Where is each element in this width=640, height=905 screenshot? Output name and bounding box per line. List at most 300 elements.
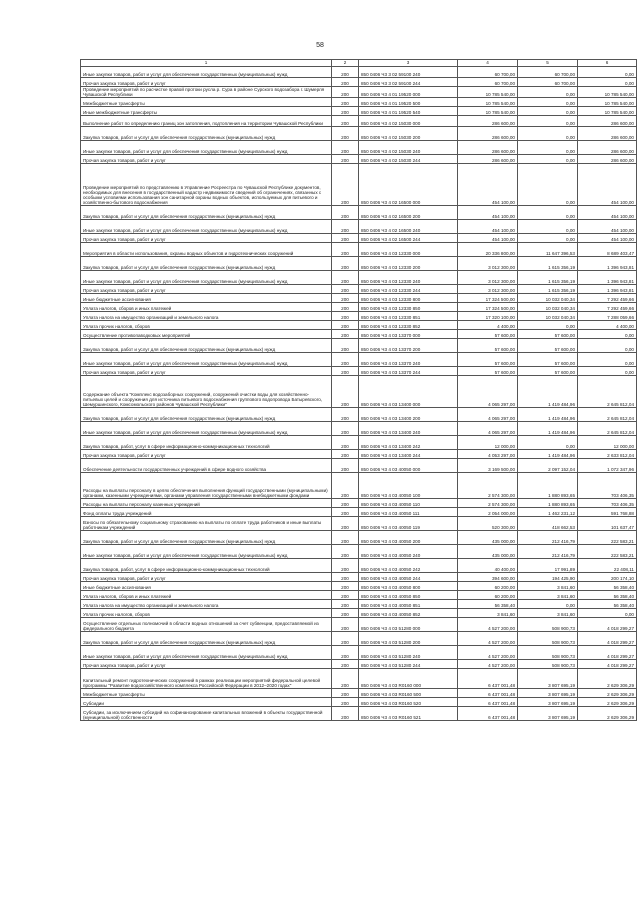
row-name-cell: Иные закупки товаров, работ и услуг для обеспечения государственных (муниципальных) нужд xyxy=(81,353,332,367)
row-code-cell: 200 xyxy=(332,545,359,559)
row-code-cell: 200 xyxy=(332,285,359,294)
row-approved-cell: 2 574 300,00 xyxy=(458,499,518,508)
row-name-cell: Прочая закупка товаров, работ и услуг xyxy=(81,78,332,87)
row-name-cell: Содержание объекта "Комплекс водозаборных сооружений, сооружений очистки воды для хозяйственно-питьевых целей и сооружения для источника питьевого водоснабжения группового водопровода Батыревского, Шемуршинского, Комсомольского районов Чувашской Республики" xyxy=(81,376,332,408)
row-remaining-cell: 0,00 xyxy=(578,78,637,87)
row-executed-cell: 17 991,89 xyxy=(518,559,578,573)
table-row xyxy=(81,271,637,285)
row-executed-cell: 10 032 040,34 xyxy=(518,294,578,303)
table-row xyxy=(81,450,637,459)
row-remaining-cell: 286 600,00 xyxy=(578,141,637,155)
row-kbk-cell: 850 0406 Ч3 3 02 59100 240 xyxy=(359,67,458,78)
row-executed-cell: 0,00 xyxy=(518,321,578,330)
row-code-cell: 200 xyxy=(332,294,359,303)
row-executed-cell: 3 841,60 xyxy=(518,591,578,600)
row-kbk-cell: 850 0406 Ч3 4 02 16500 244 xyxy=(359,234,458,243)
row-executed-cell: 1 419 484,96 xyxy=(518,422,578,436)
column-header: 1 xyxy=(81,60,332,67)
row-remaining-cell: 2 645 812,04 xyxy=(578,376,637,408)
row-remaining-cell: 2 645 812,04 xyxy=(578,422,637,436)
table-row xyxy=(81,669,637,689)
row-code-cell: 200 xyxy=(332,707,359,721)
row-executed-cell: 212 416,79 xyxy=(518,545,578,559)
row-executed-cell: 3 807 695,19 xyxy=(518,698,578,707)
row-approved-cell: 60 700,00 xyxy=(458,67,518,78)
row-approved-cell: 3 012 300,00 xyxy=(458,285,518,294)
table-row xyxy=(81,646,637,660)
table-row xyxy=(81,312,637,321)
row-kbk-cell: 850 0406 Ч3 4 01 19520 540 xyxy=(359,107,458,116)
row-approved-cell: 6 437 001,48 xyxy=(458,669,518,689)
row-approved-cell: 286 600,00 xyxy=(458,127,518,141)
row-name-cell: Субсидии, за исключением субсидий на софинансирование капитальных вложений в объекты государственной (муниципальной) собственности xyxy=(81,707,332,721)
row-approved-cell: 454 100,00 xyxy=(458,220,518,234)
table-row xyxy=(81,127,637,141)
row-code-cell: 200 xyxy=(332,312,359,321)
table-row xyxy=(81,353,637,367)
table-row xyxy=(81,408,637,422)
row-executed-cell: 3 807 695,19 xyxy=(518,707,578,721)
row-code-cell: 200 xyxy=(332,582,359,591)
row-kbk-cell: 850 0406 Ч3 4 03 R0160 520 xyxy=(359,698,458,707)
row-remaining-cell: 101 637,47 xyxy=(578,517,637,531)
row-executed-cell: 1 419 484,96 xyxy=(518,376,578,408)
row-kbk-cell: 850 0406 Ч3 4 03 13400 244 xyxy=(359,450,458,459)
row-kbk-cell: 850 0406 Ч3 4 03 40050 800 xyxy=(359,582,458,591)
row-kbk-cell: 850 0406 Ч3 4 03 40050 111 xyxy=(359,508,458,517)
row-kbk-cell: 850 0406 Ч3 4 03 12330 852 xyxy=(359,321,458,330)
row-executed-cell: 0,00 xyxy=(518,98,578,107)
row-approved-cell: 454 100,00 xyxy=(458,206,518,220)
row-approved-cell: 520 300,00 xyxy=(458,517,518,531)
row-kbk-cell: 850 0406 Ч3 4 03 R0160 521 xyxy=(359,707,458,721)
row-name-cell: Закупка товаров, работ и услуг для обеспечения государственных (муниципальных) нужд xyxy=(81,339,332,353)
row-approved-cell: 4 527 200,00 xyxy=(458,660,518,669)
row-name-cell: Осуществление противопаводковых мероприятий xyxy=(81,330,332,339)
row-name-cell: Уплата налогов, сборов и иных платежей xyxy=(81,591,332,600)
row-executed-cell: 1 615 356,19 xyxy=(518,271,578,285)
row-kbk-cell: 850 0406 Ч3 4 03 40050 242 xyxy=(359,559,458,573)
row-kbk-cell: 850 0406 Ч3 4 03 13370 240 xyxy=(359,353,458,367)
row-kbk-cell: 850 0406 Ч3 4 03 40050 240 xyxy=(359,545,458,559)
row-name-cell: Обеспечение деятельности государственных учреждений в сфере водного хозяйства xyxy=(81,459,332,473)
row-approved-cell: 394 600,00 xyxy=(458,573,518,582)
row-executed-cell: 57 600,00 xyxy=(518,330,578,339)
row-name-cell: Иные закупки товаров, работ и услуг для обеспечения государственных (муниципальных) нужд xyxy=(81,271,332,285)
row-name-cell: Закупка товаров, работ и услуг для обеспечения государственных (муниципальных) нужд xyxy=(81,127,332,141)
row-kbk-cell: 850 0406 Ч3 4 03 40050 200 xyxy=(359,531,458,545)
table-row xyxy=(81,591,637,600)
row-remaining-cell: 454 100,00 xyxy=(578,220,637,234)
row-executed-cell: 1 615 356,19 xyxy=(518,257,578,271)
row-approved-cell: 57 600,00 xyxy=(458,367,518,376)
row-remaining-cell: 10 785 540,00 xyxy=(578,87,637,98)
row-executed-cell: 1 880 893,65 xyxy=(518,499,578,508)
row-approved-cell: 4 065 297,00 xyxy=(458,376,518,408)
row-approved-cell: 2 574 300,00 xyxy=(458,473,518,499)
row-remaining-cell: 0,00 xyxy=(578,609,637,618)
row-kbk-cell: 850 0406 Ч3 4 03 40050 852 xyxy=(359,609,458,618)
row-approved-cell: 6 437 001,48 xyxy=(458,698,518,707)
row-remaining-cell: 4 400,00 xyxy=(578,321,637,330)
row-code-cell: 200 xyxy=(332,508,359,517)
row-executed-cell: 508 900,73 xyxy=(518,646,578,660)
row-code-cell: 200 xyxy=(332,436,359,450)
row-remaining-cell: 222 583,21 xyxy=(578,545,637,559)
table-row xyxy=(81,116,637,127)
row-code-cell: 200 xyxy=(332,689,359,698)
row-code-cell: 200 xyxy=(332,243,359,257)
row-name-cell: Иные бюджетные ассигнования xyxy=(81,582,332,591)
table-row xyxy=(81,87,637,98)
row-executed-cell: 57 600,00 xyxy=(518,367,578,376)
row-executed-cell: 418 662,53 xyxy=(518,517,578,531)
table-header-row xyxy=(81,60,637,67)
table-row xyxy=(81,294,637,303)
row-name-cell: Уплата налога на имущество организаций и земельного налога xyxy=(81,600,332,609)
row-kbk-cell: 850 0406 Ч3 4 02 16500 200 xyxy=(359,206,458,220)
row-name-cell: Закупка товаров, работ и услуг для обеспечения государственных (муниципальных) нужд xyxy=(81,408,332,422)
row-remaining-cell: 2 633 812,04 xyxy=(578,450,637,459)
table-row xyxy=(81,285,637,294)
row-name-cell: Капитальный ремонт гидротехнических сооружений в рамках реализации мероприятий федеральной целевой программы "Развитие водохозяйственного комплекса Российской Федерации в 2012–2020 годах" xyxy=(81,669,332,689)
row-approved-cell: 10 785 540,00 xyxy=(458,98,518,107)
row-approved-cell: 3 169 500,00 xyxy=(458,459,518,473)
row-code-cell: 200 xyxy=(332,517,359,531)
row-remaining-cell: 56 358,40 xyxy=(578,582,637,591)
row-remaining-cell: 0,00 xyxy=(578,330,637,339)
row-code-cell: 200 xyxy=(332,609,359,618)
table-row xyxy=(81,78,637,87)
row-approved-cell: 435 000,00 xyxy=(458,545,518,559)
row-code-cell: 200 xyxy=(332,422,359,436)
row-executed-cell: 1 419 484,96 xyxy=(518,450,578,459)
row-approved-cell: 286 600,00 xyxy=(458,116,518,127)
table-row xyxy=(81,257,637,271)
row-code-cell: 200 xyxy=(332,257,359,271)
table-row xyxy=(81,206,637,220)
row-approved-cell: 3 841,60 xyxy=(458,609,518,618)
table-row xyxy=(81,459,637,473)
table-row xyxy=(81,376,637,408)
row-remaining-cell: 0,00 xyxy=(578,339,637,353)
table-row xyxy=(81,531,637,545)
row-code-cell: 200 xyxy=(332,618,359,632)
row-remaining-cell: 454 100,00 xyxy=(578,164,637,206)
row-code-cell: 200 xyxy=(332,376,359,408)
table-row xyxy=(81,660,637,669)
row-remaining-cell: 4 018 299,27 xyxy=(578,618,637,632)
row-name-cell: Иные закупки товаров, работ и услуг для обеспечения государственных (муниципальных) нужд xyxy=(81,422,332,436)
row-approved-cell: 10 785 540,00 xyxy=(458,107,518,116)
row-remaining-cell: 2 629 306,29 xyxy=(578,669,637,689)
row-executed-cell: 0,00 xyxy=(518,116,578,127)
row-executed-cell: 0,00 xyxy=(518,220,578,234)
row-code-cell: 200 xyxy=(332,473,359,499)
table-row xyxy=(81,600,637,609)
row-name-cell: Иные закупки товаров, работ и услуг для обеспечения государственных (муниципальных) нужд xyxy=(81,220,332,234)
row-remaining-cell: 22 408,11 xyxy=(578,559,637,573)
row-executed-cell: 0,00 xyxy=(518,155,578,164)
row-approved-cell: 3 012 300,00 xyxy=(458,257,518,271)
row-remaining-cell: 7 292 459,66 xyxy=(578,303,637,312)
row-code-cell: 200 xyxy=(332,220,359,234)
row-approved-cell: 4 527 200,00 xyxy=(458,646,518,660)
row-name-cell: Выполнение работ по определению границ зон затопления, подтопления на территории Чувашской Республики xyxy=(81,116,332,127)
row-name-cell: Прочая закупка товаров, работ и услуг xyxy=(81,285,332,294)
row-code-cell: 200 xyxy=(332,591,359,600)
row-approved-cell: 17 320 100,00 xyxy=(458,312,518,321)
row-remaining-cell: 4 018 299,27 xyxy=(578,660,637,669)
row-name-cell: Уплата налогов, сборов и иных платежей xyxy=(81,303,332,312)
row-kbk-cell: 850 0406 Ч3 4 03 12330 000 xyxy=(359,243,458,257)
row-executed-cell: 3 841,60 xyxy=(518,609,578,618)
row-executed-cell: 0,00 xyxy=(518,206,578,220)
row-approved-cell: 4 065 297,00 xyxy=(458,408,518,422)
row-approved-cell: 286 600,00 xyxy=(458,155,518,164)
row-name-cell: Прочая закупка товаров, работ и услуг xyxy=(81,155,332,164)
row-kbk-cell: 850 0406 Ч3 4 03 40050 244 xyxy=(359,573,458,582)
row-kbk-cell: 850 0406 Ч3 4 02 16500 240 xyxy=(359,220,458,234)
row-name-cell: Закупка товаров, работ, услуг в сфере информационно-коммуникационных технологий xyxy=(81,559,332,573)
row-remaining-cell: 56 358,40 xyxy=(578,600,637,609)
row-remaining-cell: 1 072 347,96 xyxy=(578,459,637,473)
row-executed-cell: 0,00 xyxy=(518,87,578,98)
table-row xyxy=(81,698,637,707)
row-code-cell: 200 xyxy=(332,164,359,206)
row-name-cell: Закупка товаров, работ, услуг в сфере информационно-коммуникационных технологий xyxy=(81,436,332,450)
row-remaining-cell: 286 600,00 xyxy=(578,116,637,127)
row-remaining-cell: 2 629 306,29 xyxy=(578,707,637,721)
row-executed-cell: 57 600,00 xyxy=(518,339,578,353)
row-code-cell: 200 xyxy=(332,646,359,660)
row-remaining-cell: 7 288 059,66 xyxy=(578,312,637,321)
row-executed-cell: 0,00 xyxy=(518,164,578,206)
row-name-cell: Закупка товаров, работ и услуг для обеспечения государственных (муниципальных) нужд xyxy=(81,257,332,271)
row-remaining-cell: 454 100,00 xyxy=(578,206,637,220)
row-name-cell: Закупка товаров, работ и услуг для обеспечения государственных (муниципальных) нужд xyxy=(81,206,332,220)
row-approved-cell: 56 358,40 xyxy=(458,600,518,609)
row-kbk-cell: 850 0406 Ч3 4 02 15030 000 xyxy=(359,116,458,127)
table-row xyxy=(81,155,637,164)
row-executed-cell: 1 419 484,96 xyxy=(518,408,578,422)
row-name-cell: Межбюджетные трансферты xyxy=(81,98,332,107)
row-code-cell: 200 xyxy=(332,116,359,127)
row-code-cell: 200 xyxy=(332,271,359,285)
column-header: 4 xyxy=(458,60,518,67)
row-executed-cell: 60 700,00 xyxy=(518,67,578,78)
row-kbk-cell: 850 0406 Ч3 4 03 12330 244 xyxy=(359,285,458,294)
table-row xyxy=(81,98,637,107)
row-name-cell: Иные закупки товаров, работ и услуг для обеспечения государственных (муниципальных) нужд xyxy=(81,141,332,155)
row-name-cell: Мероприятия в области использования, охраны водных объектов и гидротехнических сооружений xyxy=(81,243,332,257)
table-row xyxy=(81,609,637,618)
row-executed-cell: 1 462 231,12 xyxy=(518,508,578,517)
row-approved-cell: 4 065 297,00 xyxy=(458,422,518,436)
row-executed-cell: 0,00 xyxy=(518,600,578,609)
row-remaining-cell: 0,00 xyxy=(578,367,637,376)
row-code-cell: 200 xyxy=(332,155,359,164)
row-kbk-cell: 850 0406 Ч3 4 03 51280 240 xyxy=(359,646,458,660)
row-code-cell: 200 xyxy=(332,660,359,669)
row-code-cell: 200 xyxy=(332,303,359,312)
row-kbk-cell: 850 0406 Ч3 4 03 12330 800 xyxy=(359,294,458,303)
row-name-cell: Прочая закупка товаров, работ и услуг xyxy=(81,234,332,243)
row-kbk-cell: 850 0406 Ч3 4 03 40050 110 xyxy=(359,499,458,508)
row-name-cell: Прочая закупка товаров, работ и услуг xyxy=(81,660,332,669)
table-row xyxy=(81,517,637,531)
row-code-cell: 200 xyxy=(332,499,359,508)
table-row xyxy=(81,707,637,721)
row-name-cell: Закупка товаров, работ и услуг для обеспечения государственных (муниципальных) нужд xyxy=(81,531,332,545)
row-kbk-cell: 850 0406 Ч3 4 03 13400 000 xyxy=(359,376,458,408)
row-kbk-cell: 850 0406 Ч3 4 03 12330 240 xyxy=(359,271,458,285)
row-executed-cell: 3 841,60 xyxy=(518,582,578,591)
table-row xyxy=(81,508,637,517)
row-code-cell: 200 xyxy=(332,698,359,707)
row-remaining-cell: 2 629 306,29 xyxy=(578,689,637,698)
table-row xyxy=(81,573,637,582)
row-kbk-cell: 850 0406 Ч3 4 03 40050 850 xyxy=(359,591,458,600)
row-approved-cell: 3 012 300,00 xyxy=(458,271,518,285)
row-code-cell: 200 xyxy=(332,450,359,459)
page-number: 58 xyxy=(316,42,324,49)
row-kbk-cell: 850 0406 Ч3 4 03 51280 200 xyxy=(359,632,458,646)
column-header: 2 xyxy=(332,60,359,67)
row-code-cell: 200 xyxy=(332,559,359,573)
row-name-cell: Закупка товаров, работ и услуг для обеспечения государственных (муниципальных) нужд xyxy=(81,632,332,646)
row-kbk-cell: 850 0406 Ч3 4 03 13400 240 xyxy=(359,422,458,436)
row-approved-cell: 17 324 500,00 xyxy=(458,303,518,312)
row-code-cell: 200 xyxy=(332,669,359,689)
row-kbk-cell: 850 0406 Ч3 4 01 19520 500 xyxy=(359,98,458,107)
row-name-cell: Прочая закупка товаров, работ и услуг xyxy=(81,573,332,582)
row-code-cell: 200 xyxy=(332,531,359,545)
table-row xyxy=(81,559,637,573)
row-kbk-cell: 850 0406 Ч3 4 03 51280 000 xyxy=(359,618,458,632)
row-approved-cell: 57 600,00 xyxy=(458,353,518,367)
row-remaining-cell: 703 406,35 xyxy=(578,499,637,508)
row-remaining-cell: 12 000,00 xyxy=(578,436,637,450)
row-kbk-cell: 850 0406 Ч3 4 03 40050 000 xyxy=(359,459,458,473)
row-kbk-cell: 850 0406 Ч3 4 03 13370 244 xyxy=(359,367,458,376)
row-code-cell: 200 xyxy=(332,321,359,330)
row-kbk-cell: 850 0406 Ч3 4 03 12330 200 xyxy=(359,257,458,271)
row-code-cell: 200 xyxy=(332,459,359,473)
row-kbk-cell: 850 0406 Ч3 4 03 40050 851 xyxy=(359,600,458,609)
table-body xyxy=(81,67,637,721)
table-row xyxy=(81,339,637,353)
row-kbk-cell: 850 0406 Ч3 4 03 12330 851 xyxy=(359,312,458,321)
table-row xyxy=(81,367,637,376)
row-executed-cell: 0,00 xyxy=(518,436,578,450)
row-kbk-cell: 850 0406 Ч3 4 03 R0160 000 xyxy=(359,669,458,689)
row-approved-cell: 286 600,00 xyxy=(458,141,518,155)
row-kbk-cell: 850 0406 Ч3 4 03 13400 242 xyxy=(359,436,458,450)
row-remaining-cell: 2 645 812,04 xyxy=(578,408,637,422)
row-kbk-cell: 850 0406 Ч3 4 02 16500 000 xyxy=(359,164,458,206)
row-executed-cell: 0,00 xyxy=(518,107,578,116)
row-executed-cell: 508 900,73 xyxy=(518,660,578,669)
row-approved-cell: 10 785 540,00 xyxy=(458,87,518,98)
row-code-cell: 200 xyxy=(332,98,359,107)
row-remaining-cell: 0,00 xyxy=(578,353,637,367)
row-approved-cell: 60 200,00 xyxy=(458,591,518,600)
row-approved-cell: 4 527 200,00 xyxy=(458,632,518,646)
row-remaining-cell: 56 358,40 xyxy=(578,591,637,600)
row-code-cell: 200 xyxy=(332,573,359,582)
row-executed-cell: 1 615 356,19 xyxy=(518,285,578,294)
table-row xyxy=(81,141,637,155)
row-name-cell: Уплата прочих налогов, сборов xyxy=(81,321,332,330)
row-kbk-cell: 850 0406 Ч3 4 03 13370 000 xyxy=(359,330,458,339)
table-row xyxy=(81,67,637,78)
row-remaining-cell: 4 018 299,27 xyxy=(578,632,637,646)
row-remaining-cell: 7 292 459,66 xyxy=(578,294,637,303)
row-code-cell: 200 xyxy=(332,600,359,609)
column-header: 3 xyxy=(359,60,458,67)
table-row xyxy=(81,321,637,330)
row-name-cell: Уплата налога на имущество организаций и земельного налога xyxy=(81,312,332,321)
table-row xyxy=(81,618,637,632)
row-remaining-cell: 591 768,88 xyxy=(578,508,637,517)
row-code-cell: 200 xyxy=(332,67,359,78)
row-code-cell: 200 xyxy=(332,107,359,116)
row-name-cell: Взносы по обязательному социальному страхованию на выплаты по оплате труда работников и иные выплаты работникам учреждений xyxy=(81,517,332,531)
row-name-cell: Расходы на выплаты персоналу казенных учреждений xyxy=(81,499,332,508)
budget-table xyxy=(80,59,637,721)
table-row xyxy=(81,303,637,312)
row-executed-cell: 3 807 695,19 xyxy=(518,669,578,689)
row-approved-cell: 17 324 500,00 xyxy=(458,294,518,303)
row-remaining-cell: 200 174,10 xyxy=(578,573,637,582)
table-row xyxy=(81,473,637,499)
row-approved-cell: 4 400,00 xyxy=(458,321,518,330)
table-row xyxy=(81,330,637,339)
row-code-cell: 200 xyxy=(332,632,359,646)
row-approved-cell: 60 200,00 xyxy=(458,582,518,591)
row-approved-cell: 60 700,00 xyxy=(458,78,518,87)
row-kbk-cell: 850 0406 Ч3 4 03 51280 244 xyxy=(359,660,458,669)
row-name-cell: Прочая закупка товаров, работ и услуг xyxy=(81,450,332,459)
row-code-cell: 200 xyxy=(332,353,359,367)
row-executed-cell: 1 880 893,65 xyxy=(518,473,578,499)
row-kbk-cell: 850 0406 Ч3 4 03 13370 200 xyxy=(359,339,458,353)
row-remaining-cell: 222 583,21 xyxy=(578,531,637,545)
row-code-cell: 200 xyxy=(332,141,359,155)
row-code-cell: 200 xyxy=(332,78,359,87)
row-name-cell: Иные межбюджетные трансферты xyxy=(81,107,332,116)
table-row xyxy=(81,234,637,243)
row-approved-cell: 20 336 800,00 xyxy=(458,243,518,257)
row-kbk-cell: 850 0406 Ч3 4 02 15030 244 xyxy=(359,155,458,164)
table-row xyxy=(81,422,637,436)
table-row xyxy=(81,243,637,257)
row-kbk-cell: 850 0406 Ч3 4 03 12330 850 xyxy=(359,303,458,312)
row-kbk-cell: 850 0406 Ч3 3 02 59100 244 xyxy=(359,78,458,87)
row-name-cell: Иные закупки товаров, работ и услуг для обеспечения государственных (муниципальных) нужд xyxy=(81,646,332,660)
row-approved-cell: 6 437 001,48 xyxy=(458,707,518,721)
row-executed-cell: 508 900,73 xyxy=(518,618,578,632)
row-remaining-cell: 2 629 306,29 xyxy=(578,698,637,707)
row-remaining-cell: 10 785 540,00 xyxy=(578,98,637,107)
row-executed-cell: 0,00 xyxy=(518,141,578,155)
table-row xyxy=(81,582,637,591)
row-kbk-cell: 850 0406 Ч3 4 03 R0160 500 xyxy=(359,689,458,698)
row-executed-cell: 11 647 396,53 xyxy=(518,243,578,257)
row-name-cell: Уплата прочих налогов, сборов xyxy=(81,609,332,618)
row-remaining-cell: 4 018 299,27 xyxy=(578,646,637,660)
